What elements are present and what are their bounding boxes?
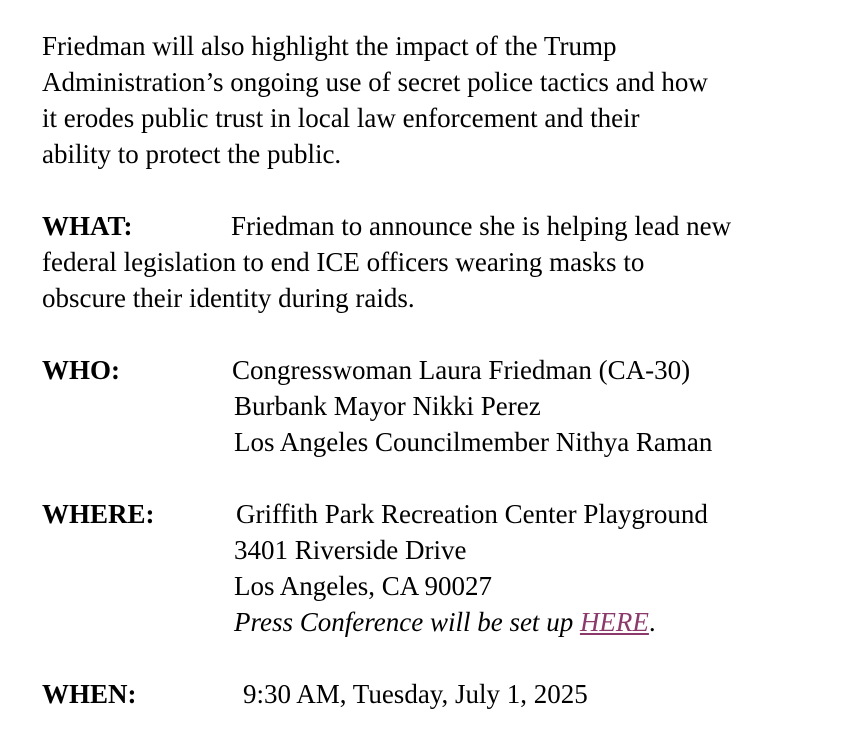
where-line: Los Angeles, CA 90027 [234,571,493,601]
who-label: WHO: [42,355,120,385]
what-value-first-line: Friedman to announce she is helping lead new [231,211,732,241]
what-line: obscure their identity during raids. [42,283,415,313]
intro-line: it erodes public trust in local law enforcement and their [42,103,640,133]
where-label: WHERE: [42,499,155,529]
where-line: 3401 Riverside Drive [234,535,467,565]
where-note-period: . [648,607,656,637]
what-label: WHAT: [42,211,133,241]
who-person: Burbank Mayor Nikki Perez [234,391,541,421]
who-person: Los Angeles Councilmember Nithya Raman [234,427,713,457]
where-address [236,496,708,640]
when-label: WHEN: [42,679,137,709]
who-person: Congresswoman Laura Friedman (CA-30) [232,355,691,385]
intro-line: Administration’s ongoing use of secret police tactics and how [42,67,708,97]
who-list [232,352,712,460]
here-link[interactable]: HERE [579,607,649,637]
intro-paragraph [42,28,842,172]
where-note-text: Press Conference will be set up [234,607,580,637]
intro-line: ability to protect the public. [42,139,342,169]
intro-line: Friedman will also highlight the impact of the Trump [42,31,617,61]
what-continuation [42,244,842,316]
where-note [234,604,708,640]
what-line: federal legislation to end ICE officers wearing masks to [42,247,645,277]
where-line: Griffith Park Recreation Center Playground [236,499,708,529]
when-value: 9:30 AM, Tuesday, July 1, 2025 [243,679,588,709]
